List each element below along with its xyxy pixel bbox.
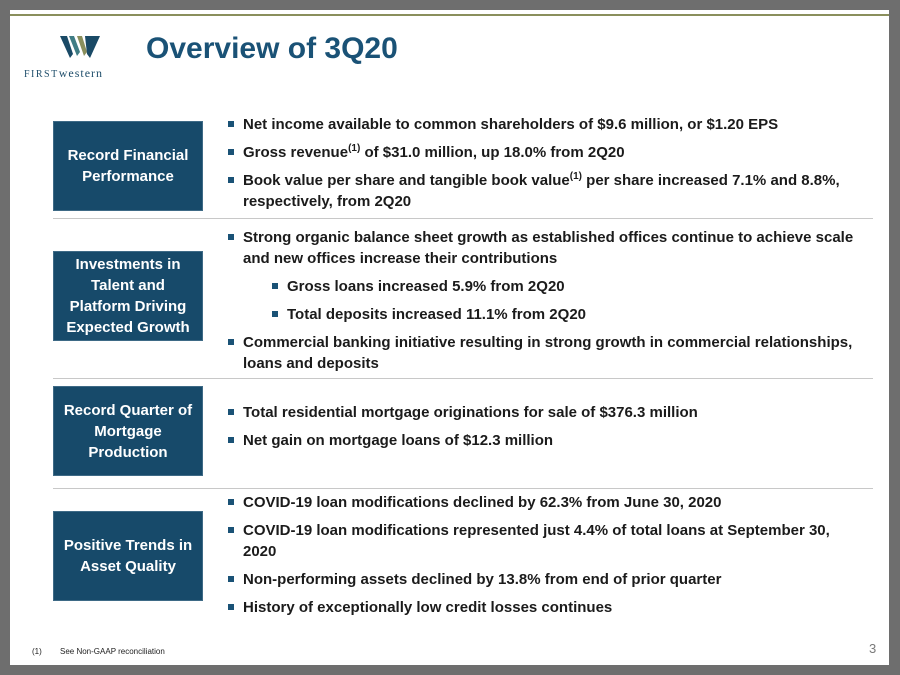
page-number: 3 xyxy=(869,641,877,656)
bullet-text: Total deposits increased 11.1% from 2Q20 xyxy=(287,306,587,323)
bullet-item xyxy=(226,227,856,269)
bullet-text: Gross loans increased 5.9% from 2Q20 xyxy=(287,278,565,295)
logo-western: western xyxy=(58,66,104,80)
top-rule xyxy=(10,14,889,16)
bullet-text: Commercial banking initiative resulting in strong growth in commercial relationships, loans and deposits xyxy=(243,334,853,372)
footnote-ref: (1) xyxy=(32,647,42,656)
slide xyxy=(10,10,889,665)
sub-bullet-item xyxy=(270,304,856,325)
section-bullets-asset-quality xyxy=(226,492,856,625)
bullet-text: per share increased 7.1% and 8.8%, respectively, from 2Q20 xyxy=(243,172,840,210)
bullet-text: History of exceptionally low credit losses continues xyxy=(243,599,613,616)
bullet-text: of $31.0 million, up 18.0% from 2Q20 xyxy=(360,144,625,161)
bullet-text: Net income available to common shareholders of $9.6 million, or $1.20 EPS xyxy=(243,116,779,133)
section-label-asset-quality: Positive Trends in Asset Quality xyxy=(53,511,203,601)
bullet-text: Book value per share and tangible book value xyxy=(243,172,570,189)
bullet-item xyxy=(226,492,856,513)
bullet-item xyxy=(226,520,856,562)
bullet-text: Strong organic balance sheet growth as established offices continue to achieve scale and new offices increase their contributions xyxy=(243,229,854,267)
section-label-financial: Record Financial Performance xyxy=(53,121,203,211)
section-divider xyxy=(53,378,873,379)
footnote-marker: (1) xyxy=(569,171,582,182)
section-bullets-financial xyxy=(226,114,856,219)
sub-bullet-item xyxy=(270,276,856,297)
footnote xyxy=(32,647,165,656)
page-title: Overview of 3Q20 xyxy=(146,32,398,65)
footnote-text: See Non-GAAP reconciliation xyxy=(60,647,165,656)
section-bullets-mortgage xyxy=(226,402,856,458)
bullet-item xyxy=(226,142,856,163)
bullet-item xyxy=(226,402,856,423)
bullet-item xyxy=(226,332,856,374)
section-label-investments: Investments in Talent and Platform Driving Expected Growth xyxy=(53,251,203,341)
bullet-text: COVID-19 loan modifications represented just 4.4% of total loans at September 30, 2020 xyxy=(243,522,830,560)
bullet-item xyxy=(226,114,856,135)
footnote-marker: (1) xyxy=(348,143,361,154)
section-divider xyxy=(53,218,873,219)
section-bullets-investments xyxy=(226,227,856,381)
logo-first: FIRST xyxy=(24,69,59,80)
bullet-text: COVID-19 loan modifications declined by 62.3% from June 30, 2020 xyxy=(243,494,722,511)
bullet-text: Net gain on mortgage loans of $12.3 million xyxy=(243,432,554,449)
w-logo-icon xyxy=(60,34,100,58)
company-logo xyxy=(24,34,136,84)
section-divider xyxy=(53,488,873,489)
bullet-text: Non-performing assets declined by 13.8% from end of prior quarter xyxy=(243,571,722,588)
bullet-item xyxy=(226,170,856,212)
bullet-text: Total residential mortgage originations for sale of $376.3 million xyxy=(243,404,698,421)
bullet-item xyxy=(226,597,856,618)
section-label-mortgage: Record Quarter of Mortgage Production xyxy=(53,386,203,476)
bullet-item xyxy=(226,569,856,590)
logo-wordmark xyxy=(24,66,144,81)
bullet-item xyxy=(226,430,856,451)
bullet-text: Gross revenue xyxy=(243,144,349,161)
